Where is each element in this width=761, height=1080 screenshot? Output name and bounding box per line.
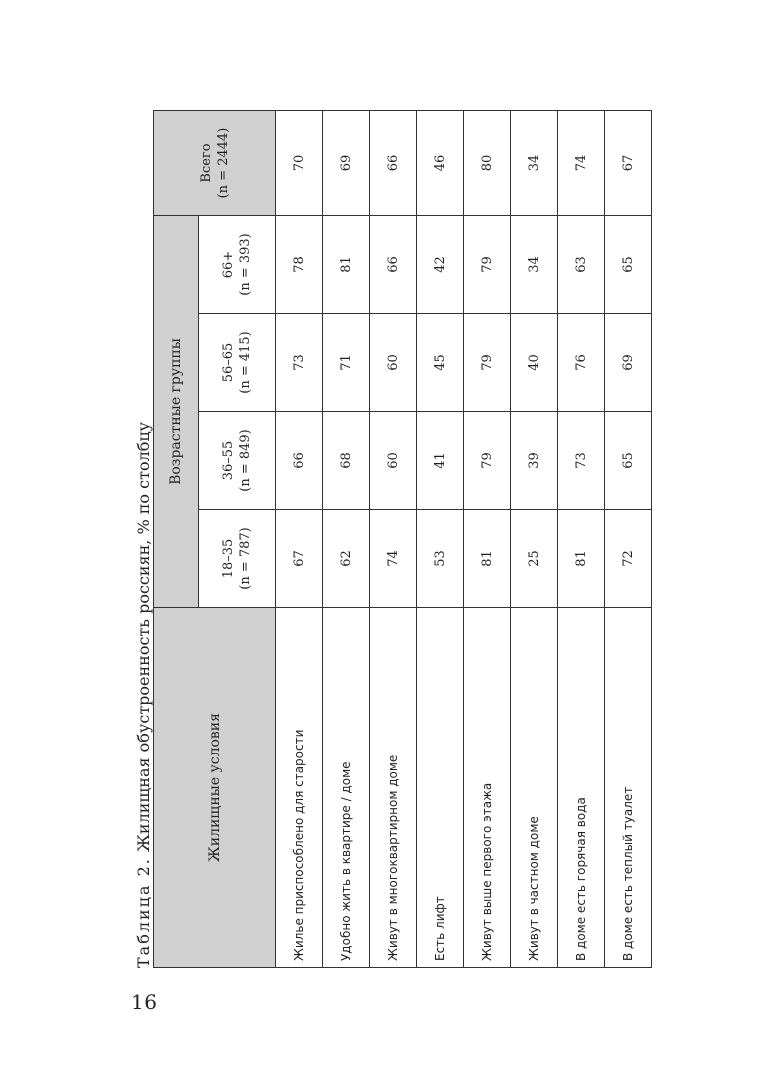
- table-row: [464, 111, 511, 968]
- table-caption: [134, 422, 153, 968]
- cell-total: 66: [370, 111, 417, 216]
- cell-total: 67: [605, 111, 652, 216]
- age-n: (n = 415): [238, 331, 253, 394]
- table-row: [417, 111, 464, 968]
- total-label: Всего: [198, 143, 214, 183]
- age-n: (n = 393): [238, 233, 253, 296]
- cell-value: 69: [605, 314, 652, 412]
- cell-value: 66: [276, 412, 323, 510]
- table-row: [276, 111, 323, 968]
- age-n: (n = 849): [238, 429, 253, 492]
- cell-value: 68: [323, 412, 370, 510]
- age-groups-header: Возрастные группы: [154, 216, 199, 608]
- cell-total: 80: [464, 111, 511, 216]
- caption-lead: Таблица 2.: [134, 857, 153, 968]
- row-label: В доме есть теплый туалет: [605, 608, 652, 968]
- table-row: [605, 111, 652, 968]
- housing-table: [153, 110, 652, 968]
- cell-value: 72: [605, 510, 652, 608]
- row-label: Живут в многоквартирном доме: [370, 608, 417, 968]
- cell-total: 70: [276, 111, 323, 216]
- age-range: 36–55: [221, 440, 236, 481]
- age-range: 66+: [221, 250, 236, 279]
- cell-value: 71: [323, 314, 370, 412]
- cell-value: 40: [511, 314, 558, 412]
- cell-value: 81: [464, 510, 511, 608]
- cell-total: 34: [511, 111, 558, 216]
- cell-total: 69: [323, 111, 370, 216]
- cell-value: 81: [558, 510, 605, 608]
- cell-value: 60: [370, 412, 417, 510]
- table-row: [323, 111, 370, 968]
- cell-value: 62: [323, 510, 370, 608]
- cell-value: 25: [511, 510, 558, 608]
- page-number: 16: [131, 990, 158, 1014]
- total-header: [154, 111, 276, 216]
- rotated-table-area: [131, 58, 646, 968]
- total-n: (n = 2444): [215, 127, 231, 199]
- table-row: [558, 111, 605, 968]
- table-row: [370, 111, 417, 968]
- cell-value: 60: [370, 314, 417, 412]
- cell-total: 46: [417, 111, 464, 216]
- table-row: [511, 111, 558, 968]
- cell-value: 34: [511, 216, 558, 314]
- caption-text: Жилищная обустроенность россиян, % по столбцу: [134, 421, 153, 853]
- cell-value: 74: [370, 510, 417, 608]
- cell-value: 81: [323, 216, 370, 314]
- cell-value: 79: [464, 412, 511, 510]
- row-label: Жилье приспособлено для старости: [276, 608, 323, 968]
- cell-value: 76: [558, 314, 605, 412]
- age-n: (n = 787): [238, 527, 253, 590]
- cell-value: 67: [276, 510, 323, 608]
- row-label: Живут выше первого этажа: [464, 608, 511, 968]
- cell-value: 39: [511, 412, 558, 510]
- cell-value: 78: [276, 216, 323, 314]
- age-col-18-35: [199, 510, 276, 608]
- cell-value: 45: [417, 314, 464, 412]
- age-range: 18–35: [221, 538, 236, 579]
- cell-value: 66: [370, 216, 417, 314]
- cell-value: 63: [558, 216, 605, 314]
- cell-value: 65: [605, 216, 652, 314]
- cell-value: 73: [276, 314, 323, 412]
- cell-value: 79: [464, 216, 511, 314]
- cell-value: 42: [417, 216, 464, 314]
- age-col-66-plus: [199, 216, 276, 314]
- row-label: Есть лифт: [417, 608, 464, 968]
- cell-value: 65: [605, 412, 652, 510]
- cell-total: 74: [558, 111, 605, 216]
- cell-value: 79: [464, 314, 511, 412]
- cell-value: 73: [558, 412, 605, 510]
- age-col-36-55: [199, 412, 276, 510]
- cell-value: 41: [417, 412, 464, 510]
- age-col-56-65: [199, 314, 276, 412]
- cell-value: 53: [417, 510, 464, 608]
- row-label: Живут в частном доме: [511, 608, 558, 968]
- row-label: Удобно жить в квартире / доме: [323, 608, 370, 968]
- age-range: 56–65: [221, 342, 236, 383]
- row-label: В доме есть горячая вода: [558, 608, 605, 968]
- condition-header: Жилищные условия: [154, 608, 276, 968]
